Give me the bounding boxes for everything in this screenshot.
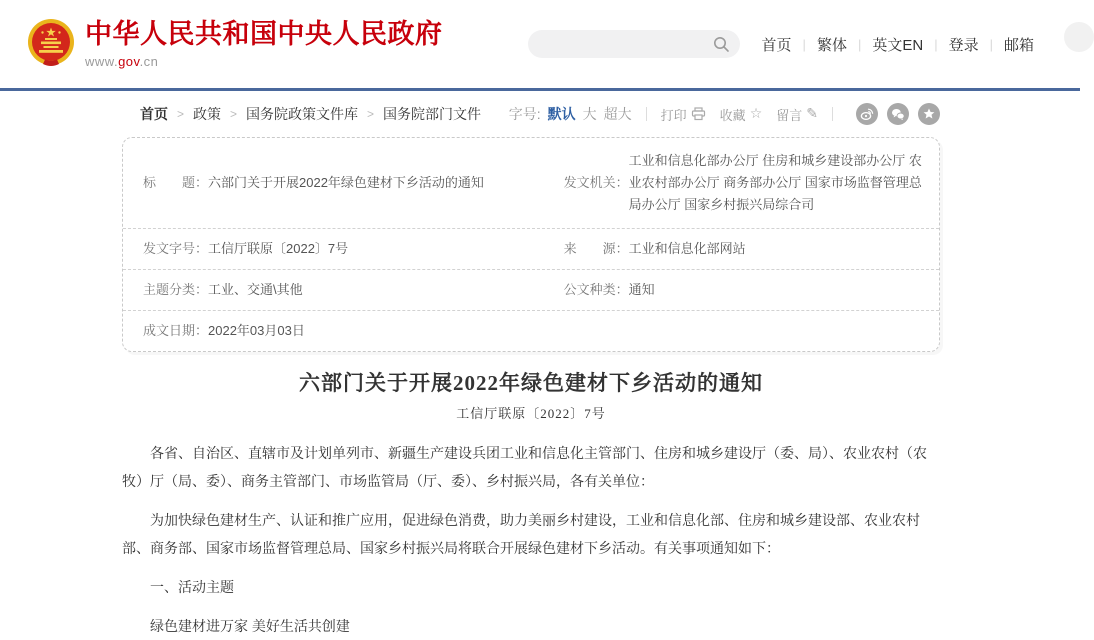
comment-label: 留言 bbox=[776, 107, 803, 123]
comment-button[interactable] bbox=[776, 105, 818, 124]
paragraph-section-heading: 一、活动主题 bbox=[150, 579, 234, 595]
url-suffix: .cn bbox=[139, 53, 159, 69]
site-header bbox=[0, 0, 1080, 88]
url-prefix: www. bbox=[85, 53, 119, 69]
breadcrumb-dept-documents: 国务院部门文件 bbox=[383, 106, 482, 122]
meta-source-value: 工业和信息化部网站 bbox=[628, 241, 746, 256]
search-input[interactable] bbox=[528, 30, 740, 58]
print-button[interactable] bbox=[661, 105, 706, 124]
floating-widget-button[interactable] bbox=[1064, 22, 1094, 52]
printer-icon bbox=[691, 107, 706, 121]
toolbar-divider bbox=[646, 107, 647, 121]
document-meta-box bbox=[122, 137, 940, 352]
meta-type-value: 通知 bbox=[628, 282, 655, 297]
breadcrumb-policy[interactable]: 政策 bbox=[193, 106, 222, 122]
meta-row-category-type bbox=[123, 270, 939, 311]
paragraph-intro: 为加快绿色建材生产、认证和推广应用，促进绿色消费，助力美丽乡村建设，工业和信息化部、住房和城乡建设部、农业农村部、商务部、国家市场监督管理总局、国家乡村振兴局将联合开展绿色建材下乡活动。有关事项通知如下： bbox=[122, 512, 920, 556]
breadcrumb-separator: > bbox=[367, 107, 375, 121]
search-icon bbox=[713, 36, 730, 53]
nav-separator: | bbox=[989, 36, 993, 52]
article-doc-number: 工信厅联原〔2022〕7号 bbox=[456, 406, 606, 421]
meta-date-label: 成文日期： bbox=[143, 323, 209, 338]
url-gov: gov bbox=[118, 53, 140, 69]
font-size-default[interactable]: 默认 bbox=[547, 106, 576, 122]
font-size-xlarge[interactable]: 超大 bbox=[603, 106, 632, 122]
font-size-label: 字号: bbox=[508, 106, 541, 122]
toolbar bbox=[122, 91, 940, 137]
wechat-icon bbox=[891, 107, 905, 121]
share-icons bbox=[847, 103, 940, 125]
meta-title-value: 六部门关于开展2022年绿色建材下乡活动的通知 bbox=[208, 175, 484, 190]
favorite-label: 收藏 bbox=[719, 107, 746, 123]
meta-type-label: 公文种类： bbox=[563, 282, 629, 297]
nav-separator: | bbox=[857, 36, 862, 52]
favorite-button[interactable] bbox=[720, 105, 763, 124]
font-size-control bbox=[509, 104, 632, 124]
site-url bbox=[85, 54, 443, 69]
breadcrumb bbox=[122, 104, 481, 124]
breadcrumb-policy-library[interactable]: 国务院政策文件库 bbox=[246, 106, 359, 122]
header-nav bbox=[762, 34, 1034, 55]
meta-docno-value: 工信厅联原〔2022〕7号 bbox=[208, 241, 349, 256]
meta-row-date bbox=[123, 311, 939, 351]
logo-text bbox=[85, 19, 443, 68]
weibo-share-button[interactable] bbox=[856, 103, 878, 125]
paragraph-theme: 绿色建材进万家 美好生活共创建 bbox=[150, 618, 350, 634]
meta-issuer-label: 发文机关： bbox=[563, 175, 629, 190]
nav-login[interactable]: 登录 bbox=[948, 36, 979, 54]
toolbar-divider bbox=[832, 107, 833, 121]
star-icon: ☆ bbox=[749, 106, 763, 122]
font-size-large[interactable]: 大 bbox=[582, 106, 597, 122]
meta-source-label: 来 源： bbox=[563, 241, 629, 256]
pencil-icon: ✎ bbox=[806, 106, 818, 122]
nav-separator: | bbox=[934, 36, 938, 52]
meta-docno-label: 发文字号： bbox=[143, 241, 209, 256]
meta-category-label: 主题分类： bbox=[143, 282, 209, 297]
star-badge-icon bbox=[922, 107, 936, 121]
weibo-icon bbox=[860, 107, 874, 121]
nav-home[interactable]: 首页 bbox=[761, 36, 792, 54]
meta-row-title-issuer bbox=[123, 138, 939, 229]
nav-traditional[interactable]: 繁体 bbox=[816, 36, 847, 54]
paragraph-salutation: 各省、自治区、直辖市及计划单列市、新疆生产建设兵团工业和信息化主管部门、住房和城乡建设厅（委、局）、农业农村（农牧）厅（局、委）、商务主管部门、市场监管局（厅、委）、乡村振兴局，各有关单位： bbox=[122, 445, 927, 489]
breadcrumb-separator: > bbox=[230, 107, 238, 121]
favorites-share-button[interactable] bbox=[918, 103, 940, 125]
article bbox=[122, 367, 940, 640]
breadcrumb-separator: > bbox=[177, 107, 185, 121]
document-actions bbox=[661, 105, 818, 124]
wechat-share-button[interactable] bbox=[887, 103, 909, 125]
meta-issuer-value: 工业和信息化部办公厅 住房和城乡建设部办公厅 农业农村部办公厅 商务部办公厅 国家市场监督管理总局办公厅 国家乡村振兴局综合司 bbox=[628, 153, 922, 212]
nav-mail[interactable]: 邮箱 bbox=[1003, 36, 1034, 54]
nav-english[interactable]: 英文EN bbox=[872, 36, 924, 54]
print-label: 打印 bbox=[660, 107, 687, 123]
meta-title-label: 标 题： bbox=[143, 175, 209, 190]
national-emblem-icon bbox=[26, 18, 76, 70]
meta-category-value: 工业、交通\其他 bbox=[208, 282, 303, 297]
meta-date-value: 2022年03月03日 bbox=[208, 323, 305, 338]
gov-logo[interactable] bbox=[26, 18, 443, 70]
nav-separator: | bbox=[802, 36, 806, 52]
article-title: 六部门关于开展2022年绿色建材下乡活动的通知 bbox=[299, 371, 763, 395]
breadcrumb-home[interactable]: 首页 bbox=[140, 106, 168, 122]
site-title: 中华人民共和国中央人民政府 bbox=[85, 19, 443, 50]
meta-row-docno-source bbox=[123, 229, 939, 270]
